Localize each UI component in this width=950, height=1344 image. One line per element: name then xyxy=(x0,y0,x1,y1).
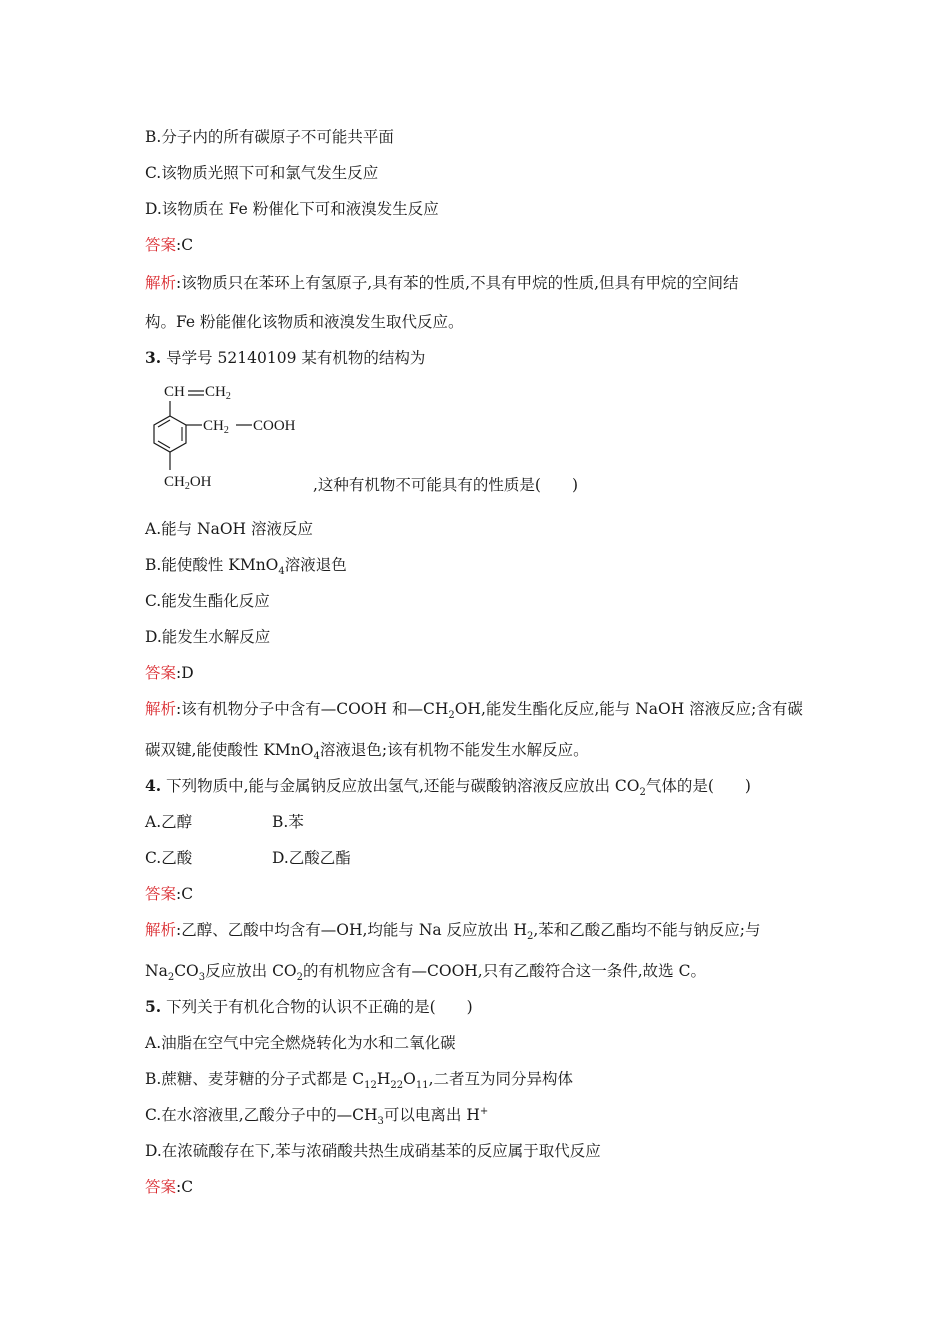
q5-answer xyxy=(145,1177,193,1197)
q4-option-b: B.苯 xyxy=(272,813,304,831)
q3-stem: 3. 导学号 52140109 某有机物的结构为 xyxy=(145,348,426,367)
q4-stem: 4. 下列物质中,能与金属钠反应放出氢气,还能与碳酸钠溶液反应放出 $CO_2$气体的是( ) xyxy=(145,776,751,799)
q5-option-b: B.蔗糖、麦芽糖的分子式都是 $C_{12}H_{22}O_{11}$,二者互为同分异构体 xyxy=(145,1070,573,1092)
benzene-ring xyxy=(154,416,186,452)
answer-value: :C xyxy=(176,885,194,903)
q3-analysis-line-2: 碳双键,能使酸性 KMnO$_4$溶液退色;该有机物不能发生水解反应。 xyxy=(145,741,589,763)
q3-answer xyxy=(145,663,194,683)
q3-option-a: A.能与 NaOH 溶液反应 xyxy=(145,520,314,538)
q2-option-d: D.该物质在 Fe 粉催化下可和液溴发生反应 xyxy=(145,200,439,218)
acid-group-text: $CH_2$ xyxy=(203,418,229,436)
q5-option-c: C.在水溶液里,乙酸分子中的$—CH_3$可以电离出 H+ xyxy=(145,1105,489,1128)
q3-option-d: D.能发生水解反应 xyxy=(145,628,271,646)
structural-formula xyxy=(148,380,323,495)
answer-label: 答案 xyxy=(145,664,177,682)
analysis-label: 解析 xyxy=(145,700,177,718)
q3-question-tail: ,这种有机物不可能具有的性质是( ) xyxy=(313,476,579,494)
q4-analysis-line-2: $Na_2CO_3$反应放出 $CO_2$的有机物应含有—COOH,只有乙酸符合这一条件,故选 C。 xyxy=(145,962,706,984)
q2-option-b: B.分子内的所有碳原子不可能共平面 xyxy=(145,128,394,146)
question-number: 3. xyxy=(145,348,162,367)
q4-option-c: C.乙酸 xyxy=(145,849,193,867)
q4-analysis-line-1: 解析:乙醇、乙酸中均含有—OH,均能与 Na 反应放出 $H_2$,苯和乙酸乙酯均不能与钠反应;与 xyxy=(145,921,761,943)
q5-option-d: D.在浓硫酸存在下,苯与浓硝酸共热生成硝基苯的反应属于取代反应 xyxy=(145,1142,601,1160)
analysis-label: 解析 xyxy=(145,921,177,939)
q3-option-b: B.能使酸性 KMnO$_4$溶液退色 xyxy=(145,556,347,578)
cooh-text: COOH xyxy=(253,418,296,434)
q2-answer xyxy=(145,235,193,255)
q4-answer xyxy=(145,884,193,904)
q5-stem: 5. 下列关于有机化合物的认识不正确的是( ) xyxy=(145,997,473,1016)
vinyl-group-text: CH xyxy=(164,384,185,400)
q4-option-a: A.乙醇 xyxy=(145,813,193,831)
vinyl-end-text: $CH_2$ xyxy=(205,384,231,402)
analysis-label: 解析 xyxy=(145,274,177,292)
answer-label: 答案 xyxy=(145,885,177,903)
q4-option-d: D.乙酸乙酯 xyxy=(272,849,351,867)
alcohol-group-text: $CH_2OH$ xyxy=(164,474,212,492)
q3-analysis-line-1: 解析:该有机物分子中含有—COOH 和$—CH_2OH$,能发生酯化反应,能与 NaOH 溶液反应;含有碳 xyxy=(145,700,803,722)
answer-value: :C xyxy=(176,1178,194,1196)
q2-analysis-line-1: 解析:该物质只在苯环上有氢原子,具有苯的性质,不具有甲烷的性质,但具有甲烷的空间结 xyxy=(145,274,739,292)
answer-label: 答案 xyxy=(145,236,177,254)
q2-option-c: C.该物质光照下可和氯气发生反应 xyxy=(145,164,379,182)
answer-value: :C xyxy=(176,236,194,254)
q3-option-c: C.能发生酯化反应 xyxy=(145,592,270,610)
question-number: 4. xyxy=(145,776,162,795)
answer-label: 答案 xyxy=(145,1178,177,1196)
question-number: 5. xyxy=(145,997,162,1016)
q5-option-a: A.油脂在空气中完全燃烧转化为水和二氧化碳 xyxy=(145,1034,456,1052)
answer-value: :D xyxy=(176,664,194,682)
q2-analysis-line-2: 构。Fe 粉能催化该物质和液溴发生取代反应。 xyxy=(145,313,464,331)
